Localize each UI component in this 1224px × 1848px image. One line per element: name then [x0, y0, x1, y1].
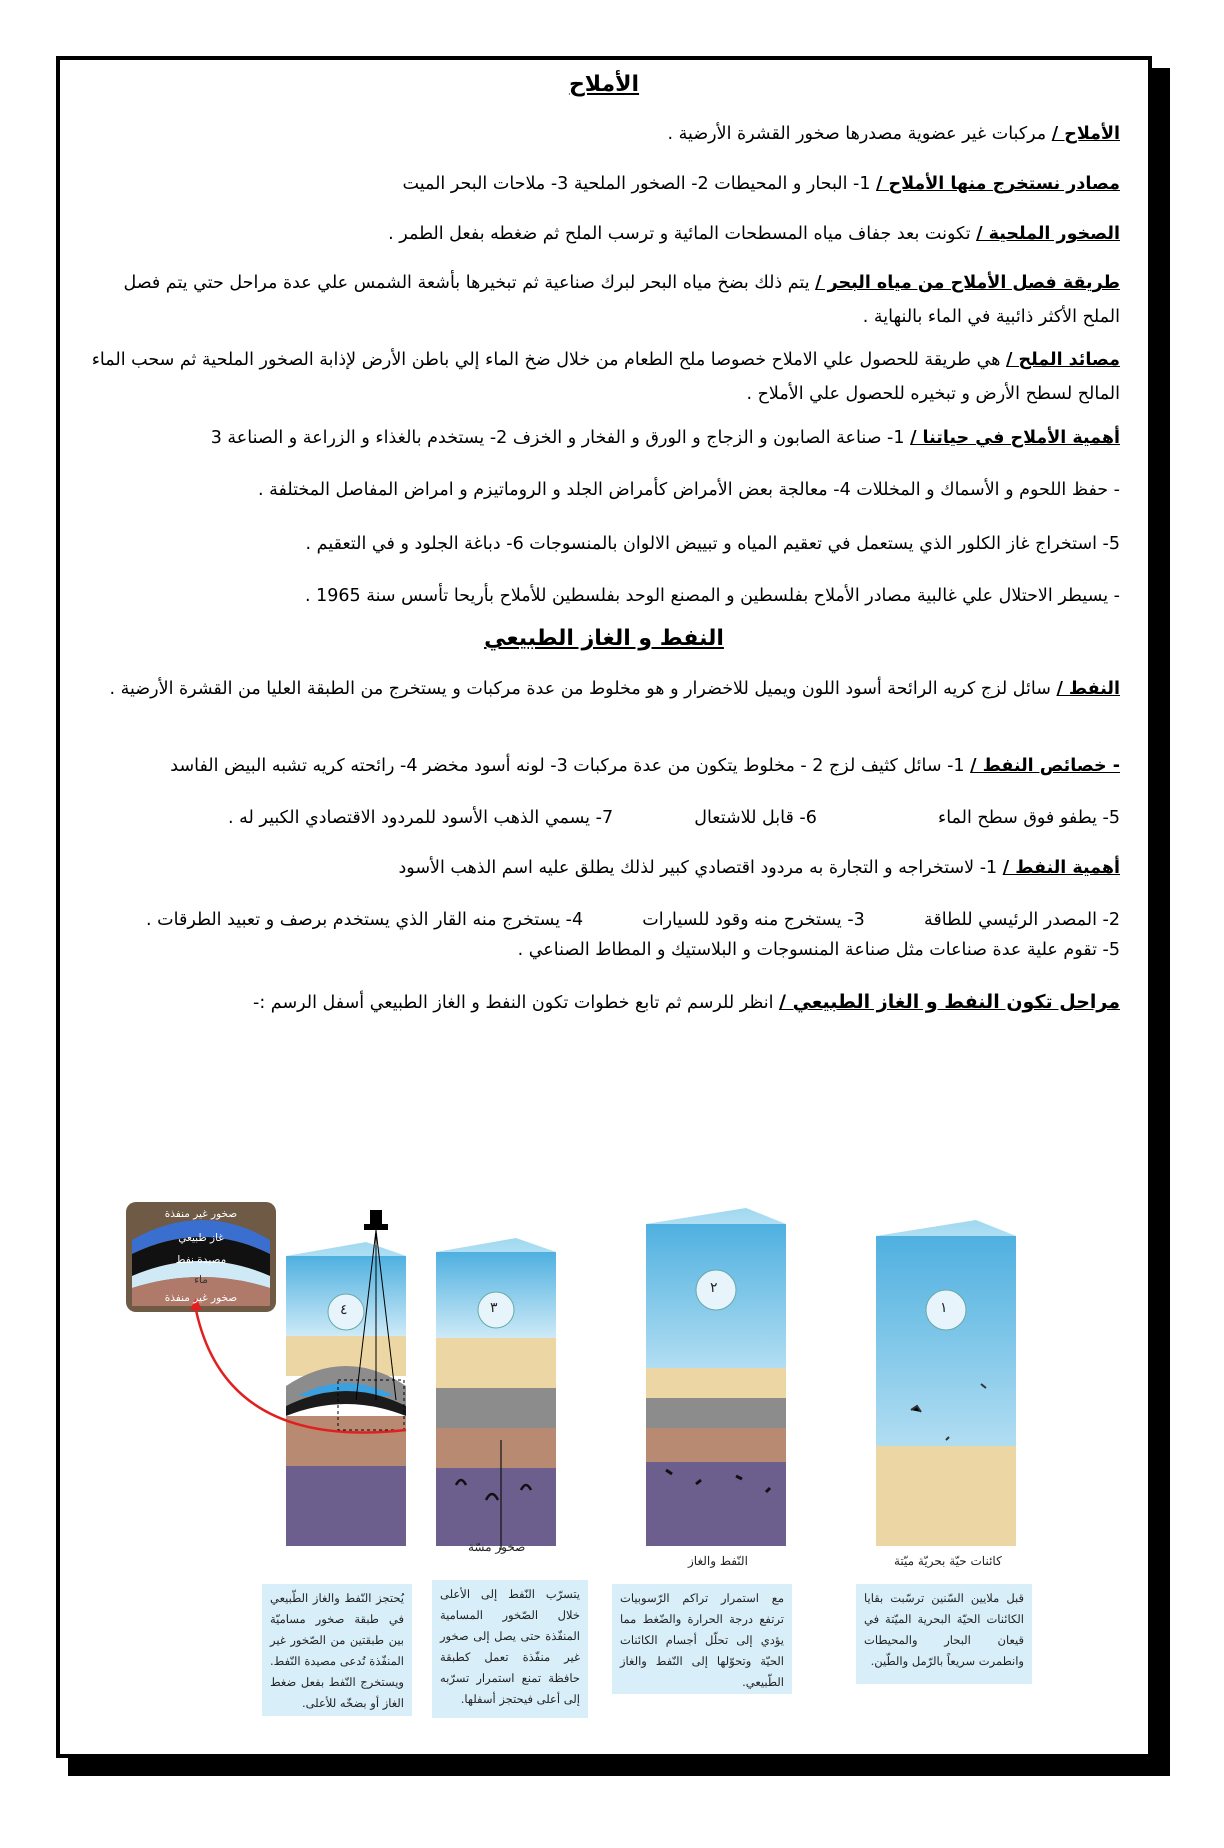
oil-property-7: 7- يسمي الذهب الأسود للمردود الاقتصادي الكبير له .: [228, 808, 614, 828]
oil-definition-key: النفط /: [1056, 679, 1120, 699]
oil-property-6: 6- قابل للاشتعال: [694, 808, 817, 828]
salts-importance-line-2: - حفظ اللحوم و الأسماك و المخللات 4- معالجة بعض الأمراض كأمراض الجلد و الروماتيزم و امراض المفاصل المختلفة .: [257, 480, 1120, 500]
salts-sources-key: مصادر نستخرج منها الأملاح /: [876, 174, 1120, 194]
salts-definition-key: الأملاح /: [1051, 124, 1120, 144]
inset-label-2: غاز طبيعي: [178, 1232, 224, 1244]
oil-stages-text: انظر للرسم ثم تابع خطوات تكون النفط و الغاز الطبيعي أسفل الرسم :-: [253, 993, 780, 1013]
salt-rocks: [88, 218, 1120, 250]
inset-label-5: صخور غير منفذة: [164, 1292, 238, 1304]
salts-occupation-line: - يسيطر الاحتلال علي غالبية مصادر الأملاح بفلسطين و المصنع الوحد بفلسطين للأملاح بأريحا تأسس سنة 1965 .: [304, 586, 1120, 606]
oil-importance: [88, 852, 1120, 884]
oil-stages: [88, 986, 1120, 1019]
oil-importance-2: 2- المصدر الرئيسي للطاقة: [923, 910, 1120, 930]
inset-label-4: ماء: [194, 1274, 208, 1286]
stage-2-label: النّفط والغاز: [688, 1554, 748, 1568]
salt-separation-text: يتم ذلك بضخ مياه البحر لبرك صناعية ثم تبخيرها بأشعة الشمس علي عدة مراحل حتي يتم فصل الملح الأكثر ذائبية في الماء بالنهاية .: [123, 273, 1120, 327]
inset-label-1: صخور غير منفذة: [164, 1208, 238, 1220]
stage-3-column: [436, 1238, 556, 1550]
stage-3-label: صخور مسّة: [468, 1540, 526, 1554]
salts-definition-text: مركبات غير عضوية مصدرها صخور القشرة الأرضية .: [667, 124, 1052, 144]
oil-heading: النفط و الغاز الطبيعي: [484, 626, 724, 651]
oil-definition: [88, 672, 1120, 706]
oil-stages-key: مراحل تكون النفط و الغاز الطبيعي /: [779, 991, 1120, 1013]
oil-properties-key: - خصائص النفط /: [970, 756, 1120, 776]
salts-definition: [88, 118, 1120, 150]
salt-traps-key: مصائد الملح /: [1006, 350, 1120, 370]
salts-importance-key: أهمية الأملاح في حياتنا /: [910, 428, 1120, 448]
oil-importance-3: 3- يستخرج منه وقود للسيارات: [642, 910, 865, 930]
oil-importance-key: أهمية النفط /: [1002, 858, 1120, 878]
inset-label-3: مصيدة نفط: [175, 1254, 227, 1266]
oil-properties-line-2: [88, 802, 1120, 834]
oil-importance-text: 1- لاستخراجه و التجارة به مردود اقتصادي كبير لذلك يطلق عليه اسم الذهب الأسود: [398, 858, 1003, 878]
salts-sources: [88, 168, 1120, 200]
salt-separation-method: [88, 266, 1120, 334]
oil-importance-line-2: [88, 904, 1120, 936]
document-page: [60, 60, 1148, 1754]
stage-2-column: [646, 1208, 786, 1546]
stage-3-number: ٣: [490, 1300, 498, 1316]
salt-traps-text: هي طريقة للحصول علي الاملاح خصوصا ملح الطعام من خلال ضخ الماء إلي باطن الأرض لإذابة الصخور الملحية ثم سحب الماء المالح لسطح الأرض و تبخيره للحصول علي الأملاح .: [91, 350, 1120, 404]
stage-1-label: كائنات حيّة بحريّة ميّتة: [894, 1554, 1002, 1568]
stage-1-number: ١: [940, 1300, 948, 1316]
stage-2-caption: مع استمرار تراكم الرّسوبيات ترتفع درجة الحرارة والضّغط مما يؤدي إلى تحلّل أجسام الكائنات الحيّة وتحوّلها إلى النّفط والغاز الطّبيعي.: [612, 1584, 792, 1694]
stage-4-caption: يُحتجز النّفط والغاز الطّبيعي في طبقة صخور مساميّة بين طبقتين من الصّخور غير المنفّذة تُدعى مصيدة النّفط. ويستخرج النّفط بفعل ضغط الغاز أو بضخّه للأعلى.: [262, 1584, 412, 1716]
salt-separation-key: طريقة فصل الأملاح من مياه البحر /: [815, 273, 1120, 293]
salt-traps: [88, 343, 1120, 411]
salts-importance: [88, 422, 1120, 454]
oil-property-5: 5- يطفو فوق سطح الماء: [938, 808, 1120, 828]
oil-definition-text: سائل لزج كريه الرائحة أسود اللون ويميل للاخضرار و هو مخلوط من عدة مركبات و يستخرج من الطبقة العليا من القشرة الأرضية .: [109, 679, 1057, 699]
stage-1-column: [876, 1220, 1016, 1546]
salts-heading: الأملاح: [568, 72, 640, 97]
salt-rocks-key: الصخور الملحية /: [976, 224, 1120, 244]
oil-importance-line-3: 5- تقوم علية عدة صناعات مثل صناعة المنسوجات و البلاستيك و المطاط الصناعي .: [517, 940, 1120, 960]
page-frame: [56, 56, 1152, 1758]
oil-properties-text: 1- سائل كثيف لزج 2 - مخلوط يتكون من عدة مركبات 3- لونه أسود مخضر 4- رائحته كريه تشبه البيض الفاسد: [170, 756, 971, 776]
oil-formation-diagram: [76, 1200, 1136, 1720]
oil-importance-4: 4- يستخرج منه القار الذي يستخدم برصف و تعبيد الطرقات .: [146, 910, 584, 930]
stage-4-number: ٤: [340, 1302, 348, 1318]
salts-sources-text: 1- البحار و المحيطات 2- الصخور الملحية 3- ملاحات البحر الميت: [402, 174, 877, 194]
salt-rocks-text: تكونت بعد جفاف مياه المسطحات المائية و ترسب الملح ثم ضغطه بفعل الطمر .: [388, 224, 977, 244]
stage-3-caption: يتسرّب النّفط إلى الأعلى خلال الصّخور المسامية المنفّذة حتى يصل إلى صخور غير منفّذة تعمل كطبقة حافظة تمنع استمرار تسرّبه إلى أعلى فيحتجز أسفلها.: [432, 1580, 588, 1718]
stage-4-column: [286, 1210, 406, 1546]
salts-importance-line-3: 5- استخراج غاز الكلور الذي يستعمل في تعقيم المياه و تبييض الالوان بالمنسوجات 6- دباغة الجلود و في التعقيم .: [305, 534, 1120, 554]
stage-1-caption: قبل ملايين السّنين ترسّبت بقايا الكائنات الحيّة البحرية الميّتة في قيعان البحار والمحيطات وانطمرت سريعاً بالرّمل والطّين.: [856, 1584, 1032, 1684]
oil-properties: [88, 750, 1120, 782]
salts-importance-text: 1- صناعة الصابون و الزجاج و الورق و الفخار و الخزف 2- يستخدم بالغذاء و الزراعة و الصناعة 3: [210, 428, 911, 448]
stage-2-number: ٢: [710, 1280, 718, 1296]
